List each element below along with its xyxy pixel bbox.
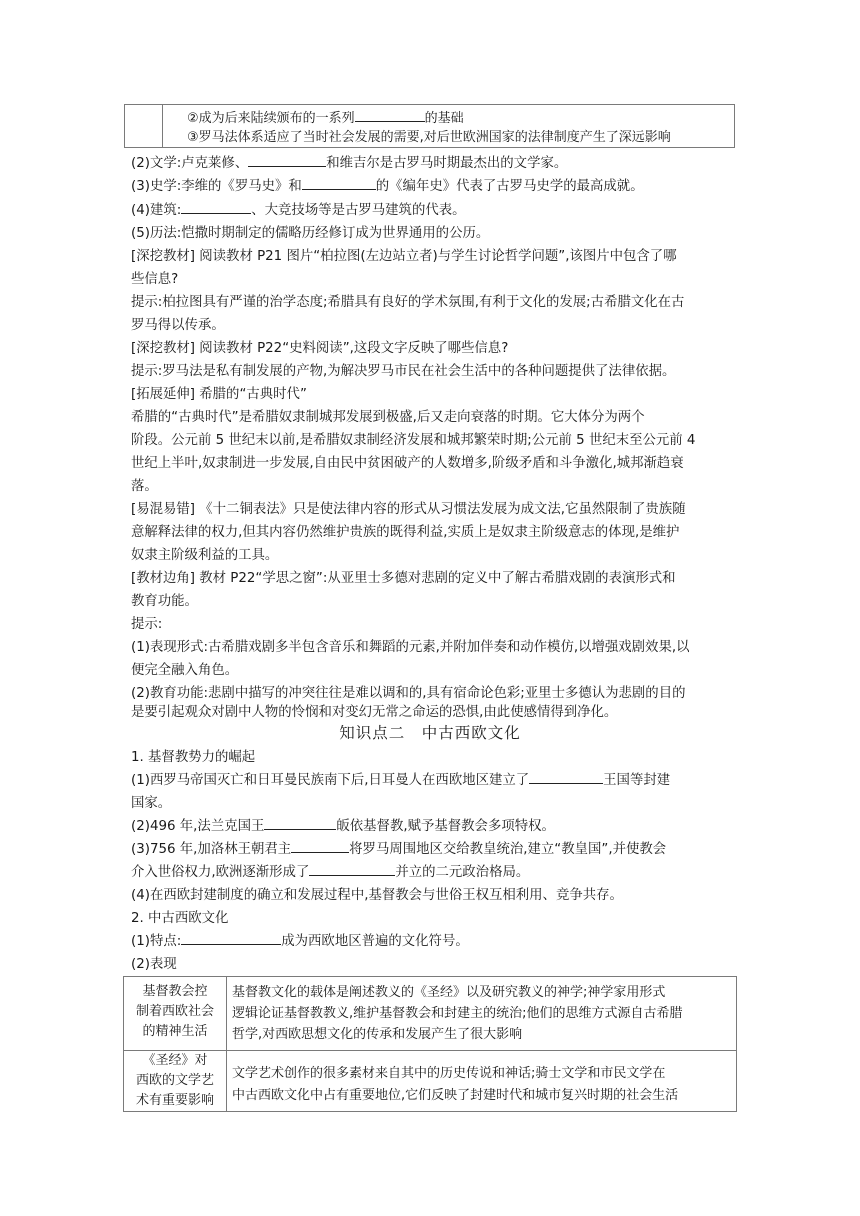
paragraph-line: 提示:柏拉图具有严谨的治学态度;希腊具有良好的学术氛围,有利于文化的发展;古希腊文化在古 [131,295,685,310]
paragraph-line: (2)教育功能:悲剧中描写的冲突往往是难以调和的,具有宿命论色彩;亚里士多德认为悲剧的目的 [131,686,686,701]
table-column-divider [226,977,227,1111]
table-cell-text: 哲学,对西欧思想文化的传承和发展产生了很大影响 [232,1027,523,1042]
text-span: 和维吉尔是古罗马时期最杰出的文学家。 [326,156,568,171]
fill-in-blank[interactable] [302,175,376,190]
table-cell-text: 中古西欧文化中占有重要地位,它们反映了封建时代和城市复兴时期的社会生活 [232,1088,679,1103]
fill-in-blank[interactable] [355,107,425,122]
paragraph-line: 教育功能。 [131,594,198,609]
paragraph-line [131,175,644,198]
text-span: 、大竞技场等是古罗马建筑的代表。 [251,203,466,218]
fill-in-blank[interactable] [309,861,395,876]
paragraph-line: 便完全融入角色。 [131,663,239,678]
paragraph-line [131,861,529,884]
subsection-title: 2. 中古西欧文化 [131,911,229,926]
table-column-divider [162,105,163,147]
table-row-label: 《圣经》对 西欧的文学艺 术有重要影响 [135,1053,214,1108]
paragraph-line [131,199,466,222]
text-span: (1)特点: [131,934,182,949]
text-span: 介入世俗权力,欧洲逐渐形成了 [131,865,310,880]
paragraph-line: 希腊的“古典时代”是希腊奴隶制城邦发展到极盛,后又走向衰落的时期。它大体分为两个 [131,410,645,425]
paragraph-line: 世纪上半叶,奴隶制进一步发展,自由民中贫困破产的人数增多,阶级矛盾和斗争激化,城邦渐趋衰 [131,456,684,471]
text-span: 将罗马周围地区交给教皇统治,建立“教皇国”,并使教会 [349,842,667,857]
text-span: (2)文学:卢克莱修、 [131,156,249,171]
table-row-label: 基督教会控 制着西欧社会 的精神生活 [135,984,214,1039]
text-span: (4)建筑: [131,203,182,218]
paragraph-line: 国家。 [131,796,172,811]
paragraph-line: 是要引起观众对剧中人物的怜悯和对变幻无常之命运的恐惧,由此使感情得到净化。 [131,705,618,720]
paragraph-line: [易混易错] 《十二铜表法》只是使法律内容的形式从习惯法发展为成文法,它虽然限制了贵族随 [131,502,686,517]
paragraph-line: (5)历法:恺撒时期制定的儒略历经修订成为世界通用的公历。 [131,226,490,241]
fill-in-blank[interactable] [529,769,603,784]
text-span: (3)史学:李维的《罗马史》和 [131,179,302,194]
paragraph-line: 阶段。公元前 5 世纪末以前,是希腊奴隶制经济发展和城邦繁荣时期;公元前 5 世纪末至公元前 4 [131,433,696,448]
table-row [187,128,671,148]
paragraph-line: 意解释法律的权力,但其内容仍然维护贵族的既得利益,实质上是奴隶主阶级意志的体现,是维护 [131,525,680,540]
fill-in-blank[interactable] [181,930,281,945]
paragraph-line: (4)在西欧封建制度的确立和发展过程中,基督教会与世俗王权互相利用、竞争共存。 [131,888,623,903]
paragraph-line: 提示: [131,617,163,632]
paragraph-line: 落。 [131,479,158,494]
paragraph-line: [深挖教材] 阅读教材 P21 图片“柏拉图(左边站立者)与学生讨论哲学问题”,该图片中包含了哪 [131,249,677,264]
table-row [187,107,464,129]
paragraph-line [131,930,469,953]
text-span: 皈依基督教,赋予基督教会多项特权。 [336,819,555,834]
paragraph-line [131,815,555,838]
text-span: 并立的二元政治格局。 [395,865,530,880]
text-span: (2)496 年,法兰克国王 [131,819,265,834]
text-span: 成为西欧地区普遍的文化符号。 [281,934,469,949]
paragraph-line: (1)表现形式:古希腊戏剧多半包含音乐和舞蹈的元素,并附加伴奏和动作模仿,以增强戏剧效果,以 [131,640,690,655]
section-heading: 知识点二 中古西欧文化 [339,724,521,742]
paragraph-line: 些信息? [131,272,179,287]
fill-in-blank[interactable] [291,838,349,853]
paragraph-line: 提示:罗马法是私有制发展的产物,为解决罗马市民在社会生活中的各种问题提供了法律依据。 [131,364,676,379]
paragraph-line [131,152,567,175]
roman-law-table-fragment [124,104,735,148]
table-cell-text: 逻辑论证基督教教义,维护基督教会和封建主的统治;他们的思维方式源自古希腊 [232,1006,683,1021]
table-cell-text: 基督教文化的载体是阐述教义的《圣经》以及研究教义的神学;神学家用形式 [232,985,666,1000]
subsection-title: 1. 基督教势力的崛起 [131,750,256,765]
medieval-culture-table [123,976,737,1112]
paragraph-line: 奴隶主阶级利益的工具。 [131,548,279,563]
text-span: 王国等封建 [603,773,671,788]
paragraph-line: [深挖教材] 阅读教材 P22“史料阅读”,这段文字反映了哪些信息? [131,341,509,356]
paragraph-line: 罗马得以传承。 [131,318,225,333]
fill-in-blank[interactable] [248,152,326,167]
table-cell-text: 的基础 [424,111,464,126]
paragraph-line: (2)表现 [131,957,177,972]
paragraph-line: [教材边角] 教材 P22“学思之窗”:从亚里士多德对悲剧的定义中了解古希腊戏剧的表演形式和 [131,571,676,586]
paragraph-line [131,838,666,861]
paragraph-line: [拓展延伸] 希腊的“古典时代” [131,387,307,402]
table-cell-text: ③罗马法体系适应了当时社会发展的需要,对后世欧洲国家的法律制度产生了深远影响 [187,130,671,145]
text-span: (1)西罗马帝国灭亡和日耳曼民族南下后,日耳曼人在西欧地区建立了 [131,773,530,788]
text-span: (3)756 年,加洛林王朝君主 [131,842,292,857]
table-cell-text: ②成为后来陆续颁布的一系列 [187,111,355,126]
fill-in-blank[interactable] [264,815,336,830]
paragraph-line [131,769,670,792]
table-cell-text: 文学艺术创作的很多素材来自其中的历史传说和神话;骑士文学和市民文学在 [232,1066,666,1081]
fill-in-blank[interactable] [181,199,251,214]
text-span: 的《编年史》代表了古罗马史学的最高成就。 [375,179,644,194]
